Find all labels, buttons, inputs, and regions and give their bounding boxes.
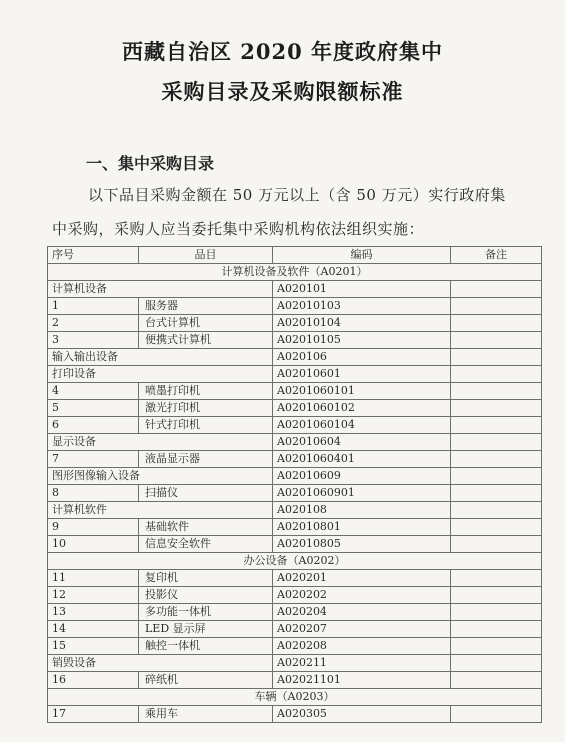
group-row xyxy=(48,434,542,451)
procurement-catalog-table xyxy=(47,246,542,723)
row-note xyxy=(451,417,542,434)
row-item: 基础软件 xyxy=(139,519,273,536)
row-code: A02010604 xyxy=(273,434,451,451)
table-row xyxy=(48,451,542,468)
row-note xyxy=(451,536,542,553)
group-row xyxy=(48,281,542,298)
table-row xyxy=(48,570,542,587)
table-row xyxy=(48,400,542,417)
paragraph-line-2: 中采购，采购人应当委托集中采购机构依法组织实施： xyxy=(52,220,425,238)
row-item: 乘用车 xyxy=(139,706,273,723)
row-code: A02010105 xyxy=(273,332,451,349)
row-item: 信息安全软件 xyxy=(139,536,273,553)
row-seq: 7 xyxy=(48,451,139,468)
row-seq: 8 xyxy=(48,485,139,502)
row-note xyxy=(451,383,542,400)
table-body xyxy=(48,264,542,723)
header-seq: 序号 xyxy=(48,247,139,264)
row-note xyxy=(451,638,542,655)
row-note xyxy=(451,519,542,536)
row-code: A02010104 xyxy=(273,315,451,332)
row-note xyxy=(451,349,542,366)
table-row xyxy=(48,672,542,689)
group-name: 图形图像输入设备 xyxy=(48,468,273,485)
row-code: A02021101 xyxy=(273,672,451,689)
row-code: A02010103 xyxy=(273,298,451,315)
row-note xyxy=(451,298,542,315)
row-code: A020208 xyxy=(273,638,451,655)
row-code: A020305 xyxy=(273,706,451,723)
row-code: A02010805 xyxy=(273,536,451,553)
row-seq: 3 xyxy=(48,332,139,349)
row-code: A0201060104 xyxy=(273,417,451,434)
row-seq: 15 xyxy=(48,638,139,655)
row-seq: 11 xyxy=(48,570,139,587)
category-label: 车辆（A0203） xyxy=(48,689,542,706)
row-seq: 4 xyxy=(48,383,139,400)
category-label: 办公设备（A0202） xyxy=(48,553,542,570)
row-note xyxy=(451,451,542,468)
row-item: 台式计算机 xyxy=(139,315,273,332)
row-note xyxy=(451,621,542,638)
header-note: 备注 xyxy=(451,247,542,264)
group-row xyxy=(48,655,542,672)
row-item: 碎纸机 xyxy=(139,672,273,689)
row-item: 针式打印机 xyxy=(139,417,273,434)
group-row xyxy=(48,366,542,383)
row-seq: 12 xyxy=(48,587,139,604)
row-note xyxy=(451,502,542,519)
row-code: A02010601 xyxy=(273,366,451,383)
document-title-line-1: 西藏自治区 2020 年度政府集中 xyxy=(121,39,444,64)
row-code: A020204 xyxy=(273,604,451,621)
row-note xyxy=(451,281,542,298)
group-row xyxy=(48,468,542,485)
row-note xyxy=(451,366,542,383)
table-row xyxy=(48,604,542,621)
row-seq: 9 xyxy=(48,519,139,536)
row-code: A020108 xyxy=(273,502,451,519)
row-note xyxy=(451,400,542,417)
row-note xyxy=(451,570,542,587)
row-note xyxy=(451,485,542,502)
group-name: 输入输出设备 xyxy=(48,349,273,366)
row-item: 复印机 xyxy=(139,570,273,587)
row-seq: 10 xyxy=(48,536,139,553)
group-row xyxy=(48,349,542,366)
table-row xyxy=(48,536,542,553)
section-heading: 一、集中采购目录 xyxy=(86,154,215,173)
row-note xyxy=(451,587,542,604)
row-seq: 1 xyxy=(48,298,139,315)
category-label: 计算机设备及软件（A0201） xyxy=(48,264,542,281)
category-row xyxy=(48,689,542,706)
group-name: 销毁设备 xyxy=(48,655,273,672)
row-code: A0201060102 xyxy=(273,400,451,417)
row-seq: 14 xyxy=(48,621,139,638)
document-title-line-2: 采购目录及采购限额标准 xyxy=(161,79,404,104)
row-seq: 17 xyxy=(48,706,139,723)
row-note xyxy=(451,706,542,723)
table-row xyxy=(48,621,542,638)
category-row xyxy=(48,264,542,281)
row-item: 扫描仪 xyxy=(139,485,273,502)
header-code: 编码 xyxy=(273,247,451,264)
row-note xyxy=(451,655,542,672)
row-code: A0201060401 xyxy=(273,451,451,468)
group-name: 计算机设备 xyxy=(48,281,273,298)
table-row xyxy=(48,315,542,332)
table-row xyxy=(48,706,542,723)
row-seq: 5 xyxy=(48,400,139,417)
row-note xyxy=(451,315,542,332)
category-row xyxy=(48,553,542,570)
row-code: A0201060101 xyxy=(273,383,451,400)
paragraph-line-1: 以下品目采购金额在 50 万元以上（含 50 万元）实行政府集 xyxy=(88,186,506,204)
row-note xyxy=(451,468,542,485)
row-note xyxy=(451,332,542,349)
row-item: 激光打印机 xyxy=(139,400,273,417)
row-code: A020106 xyxy=(273,349,451,366)
row-item: 便携式计算机 xyxy=(139,332,273,349)
group-name: 计算机软件 xyxy=(48,502,273,519)
row-code: A020207 xyxy=(273,621,451,638)
row-seq: 13 xyxy=(48,604,139,621)
header-item: 品目 xyxy=(139,247,273,264)
row-note xyxy=(451,672,542,689)
row-item: 液晶显示器 xyxy=(139,451,273,468)
row-note xyxy=(451,604,542,621)
row-item: 喷墨打印机 xyxy=(139,383,273,400)
row-seq: 16 xyxy=(48,672,139,689)
table-row xyxy=(48,587,542,604)
table-header-row xyxy=(48,247,542,264)
row-item: 触控一体机 xyxy=(139,638,273,655)
group-name: 打印设备 xyxy=(48,366,273,383)
table-row xyxy=(48,485,542,502)
row-seq: 2 xyxy=(48,315,139,332)
table-row xyxy=(48,298,542,315)
table-row xyxy=(48,638,542,655)
row-code: A02010609 xyxy=(273,468,451,485)
row-item: LED 显示屏 xyxy=(139,621,273,638)
row-item: 服务器 xyxy=(139,298,273,315)
row-code: A020202 xyxy=(273,587,451,604)
row-item: 多功能一体机 xyxy=(139,604,273,621)
group-name: 显示设备 xyxy=(48,434,273,451)
table-row xyxy=(48,383,542,400)
group-row xyxy=(48,502,542,519)
row-code: A020101 xyxy=(273,281,451,298)
row-note xyxy=(451,434,542,451)
row-seq: 6 xyxy=(48,417,139,434)
row-item: 投影仪 xyxy=(139,587,273,604)
table-row xyxy=(48,417,542,434)
row-code: A0201060901 xyxy=(273,485,451,502)
table-row xyxy=(48,332,542,349)
row-code: A020211 xyxy=(273,655,451,672)
row-code: A02010801 xyxy=(273,519,451,536)
row-code: A020201 xyxy=(273,570,451,587)
table-row xyxy=(48,519,542,536)
